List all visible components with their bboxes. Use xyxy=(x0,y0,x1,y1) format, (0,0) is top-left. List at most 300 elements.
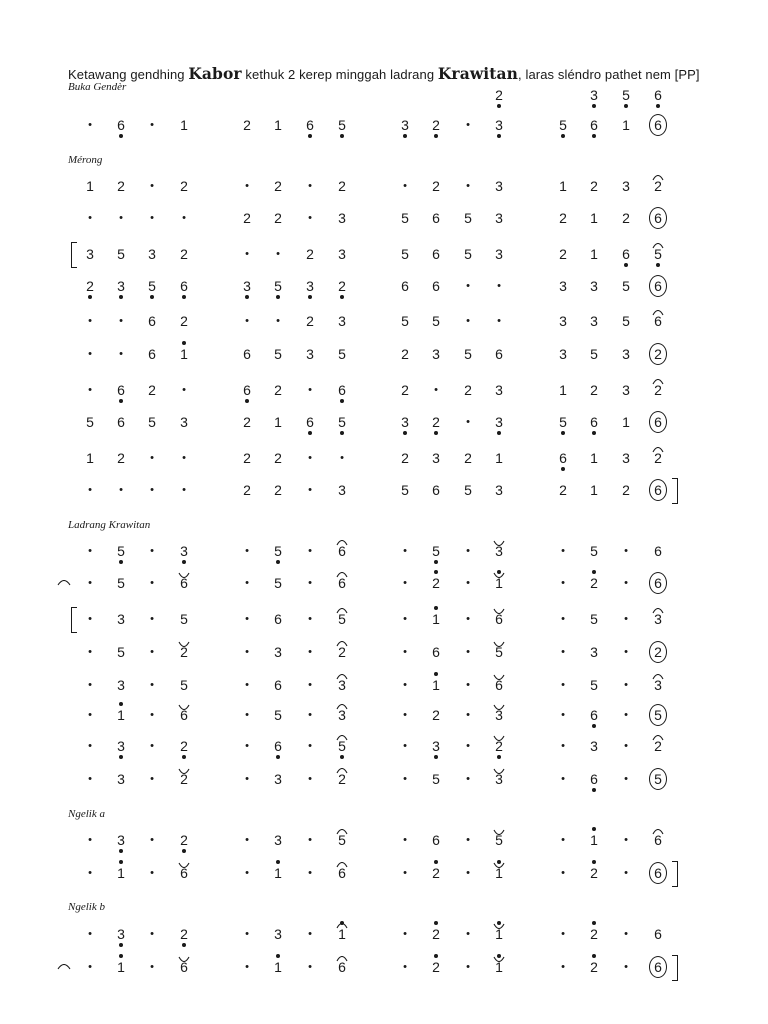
note-cell xyxy=(140,272,164,300)
note-cell xyxy=(456,537,480,565)
gong-circle xyxy=(649,114,667,136)
low-octave-dot xyxy=(592,104,596,108)
rest-dot: • xyxy=(624,928,628,940)
note-cell xyxy=(235,537,259,565)
rest-dot: • xyxy=(88,961,92,973)
note-digit: 6 xyxy=(654,959,662,975)
note-cell xyxy=(172,537,196,565)
note-digit: 1 xyxy=(559,178,567,194)
note-cell xyxy=(614,272,638,300)
note-digit: 1 xyxy=(559,382,567,398)
note-cell xyxy=(266,476,290,504)
rest-dot: • xyxy=(403,928,407,940)
note-cell xyxy=(456,172,480,200)
low-octave-dot xyxy=(434,431,438,435)
note-cell xyxy=(393,701,417,729)
kempul-arc xyxy=(493,916,505,922)
note-digit: 5 xyxy=(274,543,282,559)
note-cell xyxy=(140,444,164,472)
low-octave-dot xyxy=(150,295,154,299)
note-cell xyxy=(393,340,417,368)
note-cell xyxy=(140,537,164,565)
note-digit: 6 xyxy=(274,611,282,627)
note-digit: 6 xyxy=(654,87,662,103)
rest-dot: • xyxy=(245,679,249,691)
note-digit: 5 xyxy=(180,677,188,693)
rest-dot: • xyxy=(624,545,628,557)
note-cell xyxy=(582,204,606,232)
rest-dot: • xyxy=(308,709,312,721)
note-digit: 6 xyxy=(306,414,314,430)
note-cell xyxy=(78,920,102,948)
rest-dot: • xyxy=(308,545,312,557)
rest-dot: • xyxy=(466,740,470,752)
note-digit: 3 xyxy=(274,926,282,942)
low-octave-dot xyxy=(119,134,123,138)
note-cell xyxy=(424,172,448,200)
note-digit: 1 xyxy=(432,611,440,627)
rest-dot: • xyxy=(150,740,154,752)
note-cell xyxy=(424,638,448,666)
note-cell xyxy=(235,701,259,729)
rest-dot: • xyxy=(308,961,312,973)
note-cell xyxy=(456,859,480,887)
note-cell xyxy=(582,172,606,200)
note-digit: 5 xyxy=(464,210,472,226)
rest-dot: • xyxy=(119,484,123,496)
note-cell xyxy=(614,408,638,436)
note-cell xyxy=(582,671,606,699)
note-cell xyxy=(109,204,133,232)
note-cell xyxy=(551,444,575,472)
note-cell xyxy=(487,408,511,436)
note-digit: 2 xyxy=(559,246,567,262)
note-cell xyxy=(582,376,606,404)
note-digit: 3 xyxy=(559,346,567,362)
note-cell xyxy=(172,408,196,436)
note-cell xyxy=(456,444,480,472)
rest-dot: • xyxy=(88,348,92,360)
note-cell xyxy=(330,765,354,793)
note-cell xyxy=(487,859,511,887)
title-mid: kethuk 2 kerep minggah ladrang xyxy=(241,67,438,82)
note-cell xyxy=(330,732,354,760)
rest-dot: • xyxy=(561,834,565,846)
note-digit: 2 xyxy=(432,117,440,133)
rest-dot: • xyxy=(561,613,565,625)
note-cell xyxy=(393,859,417,887)
kempul-arc xyxy=(493,634,505,640)
note-digit: 2 xyxy=(590,926,598,942)
note-cell xyxy=(393,537,417,565)
rest-dot: • xyxy=(88,867,92,879)
note-cell xyxy=(424,204,448,232)
note-cell xyxy=(646,569,670,597)
note-cell xyxy=(298,953,322,981)
note-cell xyxy=(266,444,290,472)
note-digit: 6 xyxy=(590,771,598,787)
note-cell xyxy=(266,701,290,729)
note-digit: 5 xyxy=(622,278,630,294)
rest-dot: • xyxy=(308,577,312,589)
note-digit: 5 xyxy=(654,771,662,787)
note-digit: 3 xyxy=(338,210,346,226)
rest-dot: • xyxy=(403,180,407,192)
note-cell xyxy=(424,701,448,729)
note-cell xyxy=(424,569,448,597)
note-cell xyxy=(551,537,575,565)
note-cell xyxy=(140,732,164,760)
kenong-arc xyxy=(336,822,348,828)
note-digit: 2 xyxy=(432,178,440,194)
note-cell xyxy=(266,340,290,368)
note-cell xyxy=(393,638,417,666)
note-digit: 3 xyxy=(338,246,346,262)
rest-dot: • xyxy=(88,545,92,557)
low-octave-dot xyxy=(119,755,123,759)
note-cell xyxy=(235,569,259,597)
note-digit: 5 xyxy=(86,414,94,430)
note-digit: 3 xyxy=(654,611,662,627)
high-octave-dot xyxy=(592,827,596,831)
rest-dot: • xyxy=(308,484,312,496)
kenong-arc xyxy=(336,916,348,922)
note-cell xyxy=(140,476,164,504)
note-digit: 3 xyxy=(432,738,440,754)
rest-dot: • xyxy=(561,740,565,752)
note-cell xyxy=(172,859,196,887)
note-cell xyxy=(266,732,290,760)
note-cell xyxy=(424,826,448,854)
high-octave-dot xyxy=(434,921,438,925)
note-digit: 3 xyxy=(148,246,156,262)
rest-dot: • xyxy=(308,180,312,192)
note-cell xyxy=(330,638,354,666)
note-digit: 6 xyxy=(590,707,598,723)
note-digit: 1 xyxy=(590,210,598,226)
note-cell xyxy=(298,408,322,436)
low-octave-dot xyxy=(308,295,312,299)
note-digit: 3 xyxy=(117,771,125,787)
note-digit: 3 xyxy=(590,87,598,103)
note-digit: 2 xyxy=(180,178,188,194)
note-cell xyxy=(614,376,638,404)
note-cell xyxy=(393,605,417,633)
low-octave-dot xyxy=(561,431,565,435)
low-octave-dot xyxy=(88,295,92,299)
note-cell xyxy=(109,340,133,368)
note-digit: 3 xyxy=(495,246,503,262)
note-cell xyxy=(109,920,133,948)
note-digit: 6 xyxy=(274,738,282,754)
note-cell xyxy=(614,859,638,887)
high-octave-dot xyxy=(592,921,596,925)
note-cell xyxy=(330,826,354,854)
repeat-start-bracket xyxy=(71,242,77,268)
note-digit: 1 xyxy=(495,959,503,975)
low-octave-dot xyxy=(182,755,186,759)
note-digit: 2 xyxy=(180,738,188,754)
high-octave-dot xyxy=(276,860,280,864)
note-cell xyxy=(109,826,133,854)
note-digit: 6 xyxy=(117,117,125,133)
note-digit: 2 xyxy=(243,210,251,226)
note-digit: 2 xyxy=(654,738,662,754)
note-digit: 5 xyxy=(117,575,125,591)
note-cell xyxy=(393,307,417,335)
rest-dot: • xyxy=(624,773,628,785)
note-cell xyxy=(330,920,354,948)
rest-dot: • xyxy=(308,773,312,785)
note-digit: 2 xyxy=(180,832,188,848)
rest-dot: • xyxy=(466,613,470,625)
rest-dot: • xyxy=(624,577,628,589)
note-cell xyxy=(78,340,102,368)
note-cell xyxy=(140,671,164,699)
repeat-end-bracket xyxy=(672,478,678,504)
low-octave-dot xyxy=(182,849,186,853)
kempul-arc xyxy=(493,855,505,861)
note-cell xyxy=(551,605,575,633)
note-digit: 2 xyxy=(654,382,662,398)
gong-circle xyxy=(649,479,667,501)
note-cell xyxy=(582,826,606,854)
kempul-arc xyxy=(178,761,190,767)
note-cell xyxy=(109,765,133,793)
low-octave-dot xyxy=(308,431,312,435)
kempul-arc xyxy=(493,533,505,539)
rest-dot: • xyxy=(403,867,407,879)
note-cell xyxy=(330,671,354,699)
note-cell xyxy=(172,732,196,760)
rest-dot: • xyxy=(308,212,312,224)
note-cell xyxy=(424,408,448,436)
note-cell xyxy=(646,671,670,699)
note-digit: 5 xyxy=(401,246,409,262)
note-cell xyxy=(393,172,417,200)
rest-dot: • xyxy=(88,773,92,785)
rest-dot: • xyxy=(88,740,92,752)
note-cell xyxy=(551,765,575,793)
low-octave-dot xyxy=(624,104,628,108)
rest-dot: • xyxy=(88,384,92,396)
carry-arc xyxy=(57,573,71,579)
note-digit: 3 xyxy=(180,414,188,430)
rest-dot: • xyxy=(245,867,249,879)
note-cell xyxy=(172,204,196,232)
note-digit: 6 xyxy=(243,382,251,398)
note-digit: 2 xyxy=(180,771,188,787)
note-digit: 2 xyxy=(338,644,346,660)
note-digit: 5 xyxy=(274,278,282,294)
note-cell xyxy=(646,953,670,981)
note-cell xyxy=(298,605,322,633)
note-cell xyxy=(424,671,448,699)
note-digit: 3 xyxy=(86,246,94,262)
note-digit: 5 xyxy=(432,543,440,559)
kenong-arc xyxy=(652,372,664,378)
note-digit: 5 xyxy=(464,246,472,262)
rest-dot: • xyxy=(245,180,249,192)
note-cell xyxy=(298,476,322,504)
note-digit: 5 xyxy=(559,117,567,133)
note-cell xyxy=(109,111,133,139)
note-cell xyxy=(235,671,259,699)
note-cell xyxy=(235,765,259,793)
kempul-arc xyxy=(493,761,505,767)
note-cell xyxy=(140,765,164,793)
rest-dot: • xyxy=(624,740,628,752)
note-digit: 2 xyxy=(274,178,282,194)
note-digit: 5 xyxy=(338,738,346,754)
rest-dot: • xyxy=(466,545,470,557)
note-digit: 2 xyxy=(432,865,440,881)
note-cell xyxy=(109,408,133,436)
note-cell xyxy=(266,240,290,268)
note-digit: 2 xyxy=(590,178,598,194)
rest-dot: • xyxy=(245,248,249,260)
low-octave-dot xyxy=(624,263,628,267)
note-cell xyxy=(330,376,354,404)
low-octave-dot xyxy=(592,724,596,728)
rest-dot: • xyxy=(466,961,470,973)
note-cell xyxy=(235,444,259,472)
low-octave-dot xyxy=(276,755,280,759)
note-cell xyxy=(109,272,133,300)
rest-dot: • xyxy=(150,452,154,464)
rest-dot: • xyxy=(624,961,628,973)
note-cell xyxy=(172,340,196,368)
note-cell xyxy=(487,172,511,200)
kenong-arc xyxy=(336,855,348,861)
kenong-arc xyxy=(336,634,348,640)
kempul-arc xyxy=(493,667,505,673)
note-cell xyxy=(551,172,575,200)
note-cell xyxy=(614,732,638,760)
note-cell xyxy=(78,671,102,699)
note-cell xyxy=(235,826,259,854)
note-cell xyxy=(235,204,259,232)
note-cell xyxy=(551,307,575,335)
note-digit: 2 xyxy=(306,246,314,262)
note-digit: 5 xyxy=(622,313,630,329)
note-digit: 2 xyxy=(243,450,251,466)
note-cell xyxy=(582,408,606,436)
rest-dot: • xyxy=(561,709,565,721)
rest-dot: • xyxy=(245,740,249,752)
rest-dot: • xyxy=(466,867,470,879)
note-cell xyxy=(266,638,290,666)
note-digit: 6 xyxy=(117,414,125,430)
note-cell xyxy=(109,172,133,200)
section-label: Mérong xyxy=(68,154,103,166)
note-cell xyxy=(298,376,322,404)
note-cell xyxy=(266,272,290,300)
note-cell xyxy=(424,476,448,504)
note-cell xyxy=(78,638,102,666)
note-cell xyxy=(109,376,133,404)
rest-dot: • xyxy=(434,384,438,396)
note-cell xyxy=(551,240,575,268)
rest-dot: • xyxy=(403,773,407,785)
high-octave-dot xyxy=(434,954,438,958)
note-digit: 3 xyxy=(117,611,125,627)
note-digit: 2 xyxy=(86,278,94,294)
note-cell xyxy=(614,605,638,633)
repeat-start-bracket xyxy=(71,607,77,633)
section-label: Ladrang Krawitan xyxy=(68,519,151,531)
note-digit: 6 xyxy=(432,482,440,498)
note-cell xyxy=(582,920,606,948)
note-digit: 2 xyxy=(306,313,314,329)
note-cell xyxy=(646,172,670,200)
note-cell xyxy=(140,172,164,200)
note-cell xyxy=(424,340,448,368)
note-digit: 6 xyxy=(338,959,346,975)
note-cell xyxy=(424,272,448,300)
rest-dot: • xyxy=(624,679,628,691)
note-cell xyxy=(78,111,102,139)
note-digit: 2 xyxy=(148,382,156,398)
note-cell xyxy=(393,953,417,981)
rest-dot: • xyxy=(308,928,312,940)
low-octave-dot xyxy=(497,431,501,435)
note-digit: 1 xyxy=(117,959,125,975)
note-cell xyxy=(172,569,196,597)
note-digit: 6 xyxy=(654,278,662,294)
note-cell xyxy=(424,444,448,472)
note-cell xyxy=(330,605,354,633)
note-digit: 5 xyxy=(338,346,346,362)
note-cell xyxy=(266,953,290,981)
rest-dot: • xyxy=(308,834,312,846)
note-cell xyxy=(424,732,448,760)
note-cell xyxy=(487,569,511,597)
note-cell xyxy=(393,920,417,948)
note-digit: 2 xyxy=(274,382,282,398)
note-cell xyxy=(298,444,322,472)
kempul-arc xyxy=(178,565,190,571)
rest-dot: • xyxy=(561,773,565,785)
low-octave-dot xyxy=(340,295,344,299)
kempul-arc xyxy=(493,728,505,734)
note-cell xyxy=(456,953,480,981)
note-digit: 6 xyxy=(654,414,662,430)
note-digit: 6 xyxy=(654,865,662,881)
note-digit: 6 xyxy=(590,414,598,430)
note-cell xyxy=(424,537,448,565)
note-cell xyxy=(235,732,259,760)
note-digit: 5 xyxy=(148,414,156,430)
note-digit: 6 xyxy=(432,278,440,294)
note-digit: 2 xyxy=(243,117,251,133)
note-cell xyxy=(646,732,670,760)
rest-dot: • xyxy=(150,646,154,658)
note-digit: 5 xyxy=(401,313,409,329)
note-digit: 6 xyxy=(432,832,440,848)
note-cell xyxy=(646,444,670,472)
note-cell xyxy=(424,376,448,404)
note-cell xyxy=(582,953,606,981)
low-octave-dot xyxy=(119,849,123,853)
note-cell xyxy=(646,204,670,232)
note-cell xyxy=(646,240,670,268)
note-digit: 5 xyxy=(464,482,472,498)
note-cell xyxy=(393,240,417,268)
note-cell xyxy=(646,765,670,793)
kenong-arc xyxy=(336,761,348,767)
note-cell xyxy=(140,859,164,887)
